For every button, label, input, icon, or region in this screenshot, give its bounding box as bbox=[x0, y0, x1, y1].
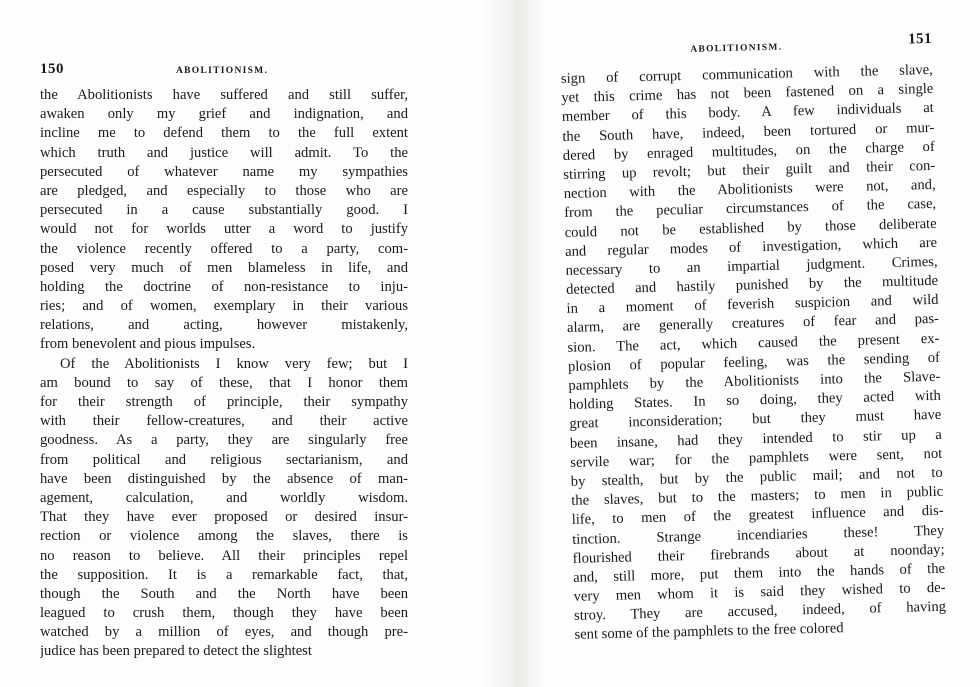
left-page-number: 150 bbox=[40, 61, 64, 77]
text-line: sion. The act, which caused the present ex- bbox=[567, 330, 940, 356]
text-line: though the South and the North have been bbox=[40, 585, 408, 602]
text-line: very men whom it is said they wished to de- bbox=[573, 579, 946, 605]
text-line: great inconsideration; but they must have bbox=[569, 407, 942, 433]
text-line: the South have, indeed, been tortured or mur- bbox=[562, 119, 935, 145]
text-line: are pledged, and especially to those who are bbox=[40, 182, 408, 199]
text-line: relations, and acting, however mistakenly, bbox=[40, 317, 408, 334]
right-page-body bbox=[561, 61, 947, 646]
text-line: pamphlets by the Abolitionists into the Slave- bbox=[568, 368, 941, 394]
text-line: no reason to believe. All their principles repel bbox=[40, 547, 408, 564]
left-page-body bbox=[40, 86, 408, 662]
text-line: the Abolitionists have suffered and still suffer, bbox=[40, 87, 408, 103]
text-line: have been distinguished by the absence of man- bbox=[40, 470, 408, 487]
text-line: servile war; for the pamphlets were sent, not bbox=[570, 445, 943, 471]
text-line: the slaves, but to the masters; to men in public bbox=[571, 483, 944, 509]
text-line: holding the doctrine of non-resistance to inju- bbox=[40, 278, 408, 295]
text-line: plosion of popular feeling, was the sending of bbox=[567, 349, 941, 375]
text-line: sent some of the pamphlets to the free colored bbox=[574, 620, 844, 644]
text-line: with their fellow-creatures, and their active bbox=[40, 413, 408, 430]
text-line: goodness. As a party, they are singularly free bbox=[40, 432, 408, 449]
text-line: from the peculiar circumstances of the case, bbox=[564, 196, 937, 222]
text-line: from political and religious sectarianism, and bbox=[40, 451, 408, 468]
book-gutter bbox=[478, 0, 548, 687]
text-line: from benevolent and pious impulses. bbox=[40, 336, 256, 353]
text-line: and regular modes of investigation, which are bbox=[564, 234, 938, 260]
text-line: persecuted of whatever name my sympathies bbox=[40, 163, 408, 180]
left-head-title: ABOLITIONISM. bbox=[176, 66, 269, 76]
text-line: which truth and justice will admit. To the bbox=[40, 144, 408, 161]
text-line: alarm, are generally creatures of fear and pas- bbox=[566, 311, 940, 337]
text-line: leagued to crush them, though they have been bbox=[40, 605, 408, 622]
text-line: watched by a million of eyes, and though pre- bbox=[40, 624, 408, 641]
right-page bbox=[560, 31, 947, 646]
text-line: the supposition. It is a remarkable fact, that, bbox=[40, 566, 408, 583]
text-line: detected and hastily punished by the multitude bbox=[565, 272, 939, 298]
text-line: ries; and of women, exemplary in their various bbox=[40, 298, 408, 315]
text-line: That they have ever proposed or desired insur- bbox=[40, 509, 408, 526]
text-line: posed very much of men blameless in life, and bbox=[40, 259, 408, 276]
left-page bbox=[40, 58, 408, 662]
text-line: could not be established by those deliberate bbox=[564, 215, 937, 241]
text-line: in a moment of feverish suspicion and wild bbox=[566, 292, 939, 318]
text-line: and, still more, put them into the hands of the bbox=[572, 560, 946, 586]
right-head-title: ABOLITIONISM. bbox=[690, 42, 783, 55]
text-line: yet this crime has not been fastened on a single bbox=[561, 81, 934, 107]
text-line: by stealth, but by the public mail; and not to bbox=[570, 464, 943, 490]
text-line: holding States. In so doing, they acted with bbox=[568, 387, 942, 414]
text-line: sign of corrupt communication with the slave, bbox=[560, 61, 934, 87]
right-running-head bbox=[560, 31, 932, 62]
text-line: been insane, had they intended to stir up a bbox=[569, 426, 942, 452]
text-line: dered by enraged multitudes, on the charge of bbox=[562, 138, 935, 164]
text-line: nection with the Abolitionists were not, and, bbox=[563, 176, 936, 203]
text-line: agement, calculation, and worldly wisdom. bbox=[40, 489, 408, 506]
text-line: would not for worlds utter a word to justify bbox=[40, 221, 408, 238]
text-line: tinction. Strange incendiaries these! They bbox=[572, 522, 945, 548]
text-line: stroy. They are accused, indeed, of having bbox=[573, 598, 947, 625]
text-line: life, to men of the greatest influence and dis- bbox=[571, 503, 944, 529]
left-running-head bbox=[40, 58, 408, 80]
text-line: flourished their firebrands about at noonday; bbox=[572, 541, 945, 567]
text-line: for their strength of principle, their sympathy bbox=[40, 394, 408, 410]
text-line: the violence recently offered to a party, com- bbox=[40, 240, 408, 257]
text-line: awaken only my grief and indignation, and bbox=[40, 106, 408, 123]
right-page-number: 151 bbox=[907, 30, 933, 48]
text-line: stirring up revolt; but their guilt and their con- bbox=[563, 157, 936, 183]
text-line: incline me to defend them to the full extent bbox=[40, 125, 408, 142]
text-line: Of the Abolitionists I know very few; but I bbox=[60, 355, 408, 372]
text-line: necessary to an impartial judgment. Crimes, bbox=[565, 253, 938, 279]
text-line: persecuted in a cause substantially good. I bbox=[40, 202, 408, 219]
text-line: am bound to say of these, that I honor them bbox=[40, 374, 408, 391]
text-line: member of this body. A few individuals at bbox=[561, 100, 934, 126]
text-line: judice has been prepared to detect the slightest bbox=[40, 643, 312, 660]
text-line: rection or violence among the slaves, there is bbox=[40, 528, 408, 545]
